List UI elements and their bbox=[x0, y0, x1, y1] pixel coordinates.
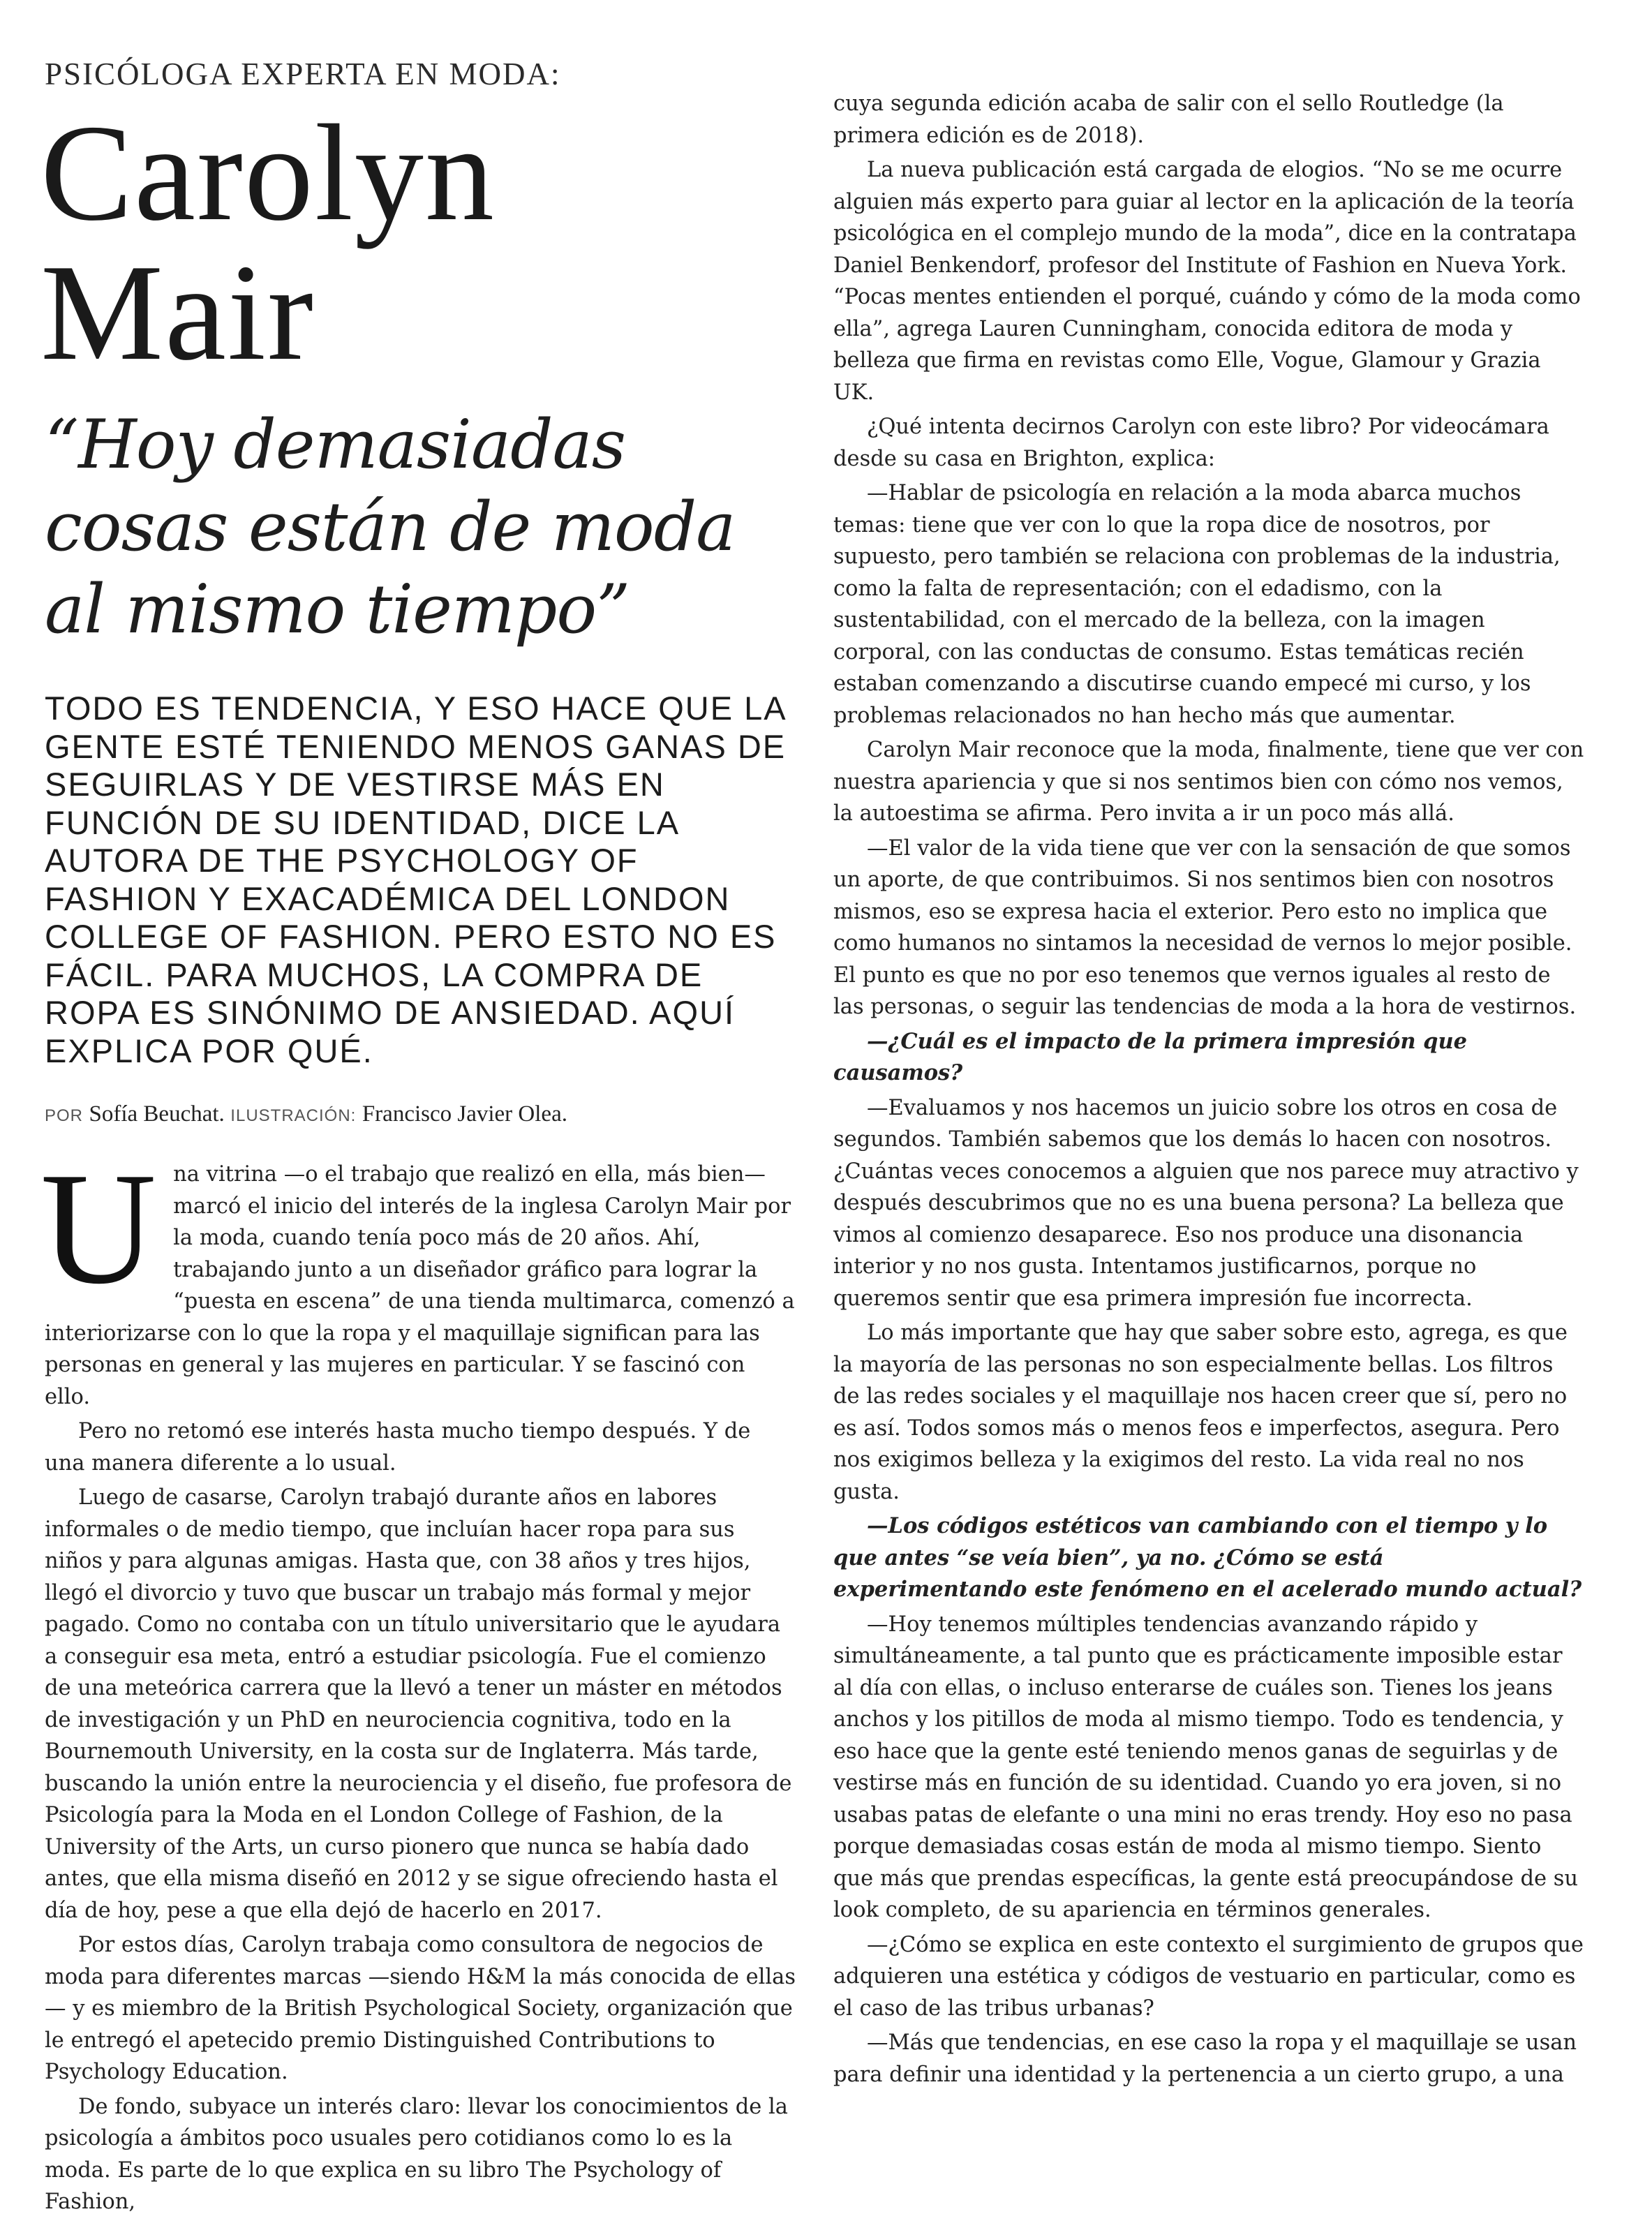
body-paragraph: —Evaluamos y nos hacemos un juicio sobre los otros en cosa de segundos. También sabemos que los demás lo hacen con nosotros. ¿Cuántas veces conocemos a alguien que nos parece muy atractivo y después descubrimos que no es una buena persona? La belleza que vimos al comienzo desaparece. Eso nos produce una disonancia interior y no nos gusta. Intentamos justificarnos, porque no queremos sentir que esa primera impresión fue incorrecta. bbox=[833, 1095, 1579, 1311]
byline-illustrator: Francisco Javier Olea. bbox=[362, 1101, 567, 1127]
first-paragraph-text: na vitrina —o el trabajo que realizó en ella, más bien— marcó el inicio del interés de la inglesa Carolyn Mair por la moda, cuando tenía poco más de 20 años. Ahí, trabajando junto a un diseñador gráfico para lograr la “puesta en escena” de una tienda multimarca, comenzó a interiorizarse con lo que la ropa y el maquillaje significan para las personas en general y las mujeres en particular. Y se fascinó con ello. bbox=[45, 1162, 795, 1409]
kicker: PSICÓLOGA EXPERTA EN MODA: bbox=[45, 57, 561, 91]
left-column bbox=[40, 54, 796, 2221]
right-body-text bbox=[833, 154, 1584, 2090]
article-subtitle: “Hoy demasiadas cosas están de moda al mismo tiempo” bbox=[45, 406, 736, 648]
left-body-text bbox=[40, 1139, 796, 2218]
body-paragraph: ¿Qué intenta decirnos Carolyn con este libro? Por videocámara desde su casa en Brighton, explica: bbox=[833, 415, 1549, 471]
body-paragraph: Lo más importante que hay que saber sobre esto, agrega, es que la mayoría de las personas no son especialmente bellas. Los filtros de las redes sociales y el maquillaje nos hacen creer que sí, pero no es así. Todos somos más o menos feos e imperfectos, asegura. Pero nos exigimos belleza y la exigimos del resto. La vida real no nos gusta. bbox=[833, 1321, 1568, 1504]
body-paragraph: Pero no retomó ese interés hasta mucho tiempo después. Y de una manera diferente a lo usual. bbox=[45, 1419, 751, 1476]
body-paragraph: —Hoy tenemos múltiples tendencias avanzando rápido y simultáneamente, a tal punto que es prácticamente imposible estar al día con ellas, o incluso enterarse de cuáles son. Tienes los jeans anchos y los pitillos de moda al mismo tiempo. Todo es tendencia, y eso hace que la gente esté teniendo menos ganas de seguirlas y de vestirse más en función de su identidad. Cuando yo era joven, si no usabas patas de elefante o una mini no eras trendy. Hoy eso no pasa porque demasiadas cosas están de moda al mismo tiempo. Siento que más que prendas específicas, la gente está preocupándose de su look completo, de su apariencia en términos generales. bbox=[833, 1612, 1579, 1922]
byline bbox=[45, 1099, 796, 1131]
body-paragraph: Carolyn Mair reconoce que la moda, finalmente, tiene que ver con nuestra apariencia y que si nos sentimos bien con cómo nos vemos, la autoestima se afirma. Pero invita a ir un poco más allá. bbox=[833, 738, 1584, 826]
right-column bbox=[833, 88, 1584, 2093]
body-paragraph: —Hablar de psicología en relación a la moda abarca muchos temas: tiene que ver con lo que la ropa dice de nosotros, por supuesto, pero también se relaciona con problemas de la industria, como la falta de representación; con el edadismo, con la sustentabilidad, con el mercado de la belleza, con la imagen corporal, con las conductas de consumo. Estas temáticas recién estaban comenzando a discutirse cuando empecé mi curso, y los problemas relacionados no han hecho más que aumentar. bbox=[833, 481, 1561, 728]
byline-illustration-label: ILUSTRACIÓN: bbox=[230, 1106, 357, 1125]
body-paragraph: Por estos días, Carolyn trabaja como consultora de negocios de moda para diferentes marcas —siendo H&M la más conocida de ellas— y es miembro de la British Psychological Society, organización que le entregó el apetecido premio Distinguished Contributions to Psychology Education. bbox=[45, 1933, 796, 2084]
article-dek: TODO ES TENDENCIA, Y ESO HACE QUE LA GENTE ESTÉ TENIENDO MENOS GANAS DE SEGUIRLAS Y DE VESTIRSE MÁS EN FUNCIÓN DE SU IDENTIDAD, DICE LA AUTORA DE THE PSYCHOLOGY OF FASHION Y EXACADÉMICA DEL LONDON COLLEGE OF FASHION. PERO ESTO NO ES FÁCIL. PARA MUCHOS, LA COMPRA DE ROPA ES SINÓNIMO DE ANSIEDAD. AQUÍ EXPLICA POR QUÉ. bbox=[45, 690, 787, 1069]
byline-author: Sofía Beuchat. bbox=[89, 1101, 225, 1127]
body-paragraph: De fondo, subyace un interés claro: llevar los conocimientos de la psicología a ámbitos poco usuales pero cotidianos como lo es la moda. Es parte de lo que explica en su libro The Psychology of Fashion, bbox=[45, 2094, 788, 2214]
drop-cap: U bbox=[40, 1139, 157, 1317]
body-paragraph: La nueva publicación está cargada de elogios. “No se me ocurre alguien más experto para guiar al lector en la aplicación de la teoría psicológica en el complejo mundo de la moda”, dice en la contratapa Daniel Benkendorf, profesor del Institute of Fashion en Nueva York. “Pocas mentes entienden el porqué, cuándo y cómo de la moda como ella”, agrega Lauren Cunningham, conocida editora de moda y belleza que firma en revistas como Elle, Vogue, Glamour y Grazia UK. bbox=[833, 158, 1581, 405]
body-paragraph: Luego de casarse, Carolyn trabajó durante años en labores informales o de medio tiempo, que incluían hacer ropa para sus niños y para algunas amigas. Hasta que, con 38 años y tres hijos, llegó el divorcio y tuvo que buscar un trabajo más formal y mejor pagado. Como no contaba con un título universitario que le ayudara a conseguir esa meta, entró a estudiar psicología. Fue el comienzo de una meteórica carrera que la llevó a tener un máster en métodos de investigación y un PhD en neurociencia cognitiva, todo en la Bournemouth University, en la costa sur de Inglaterra. Más tarde, buscando la unión entre la neurociencia y el diseño, fue profesora de Psicología para la Moda en el London College of Fashion, de la University of the Arts, un curso pionero que nunca se había dado antes, que ella misma diseñó en 2012 y se sigue ofreciendo hasta el día de hoy, pese a que ella dejó de hacerlo en 2017. bbox=[45, 1485, 792, 1923]
body-paragraph: —El valor de la vida tiene que ver con la sensación de que somos un aporte, de que contribuimos. Si nos sentimos bien con nosotros mismos, eso se expresa hacia el exterior. Pero esto no implica que como humanos no sintamos la necesidad de vernos lo mejor posible. El punto es que no por eso tenemos que vernos iguales al resto de las personas, o seguir las tendencias de moda a la hora de vestirnos. bbox=[833, 835, 1577, 1019]
continuation-paragraph: cuya segunda edición acaba de salir con el sello Routledge (la primera edición es de 2018). bbox=[833, 91, 1504, 148]
interview-question: —Los códigos estéticos van cambiando con el tiempo y lo que antes “se veía bien”, ya no. ¿Cómo se está experimentando este fenómeno en el acelerado mundo actual? bbox=[833, 1513, 1582, 1602]
interview-question: —¿Cuál es el impacto de la primera impresión que causamos? bbox=[833, 1028, 1468, 1085]
first-paragraph bbox=[40, 1139, 796, 1413]
article-title: Carolyn Mair bbox=[40, 96, 496, 389]
body-paragraph: —¿Cómo se explica en este contexto el surgimiento de grupos que adquieren una estética y códigos de vestuario en particular, como es el caso de las tribus urbanas? bbox=[833, 1932, 1584, 2021]
byline-por-label: POR bbox=[45, 1106, 84, 1125]
body-paragraph: —Más que tendencias, en ese caso la ropa y el maquillaje se usan para definir una identidad y la pertenencia a un cierto grupo, a una bbox=[833, 2030, 1577, 2087]
